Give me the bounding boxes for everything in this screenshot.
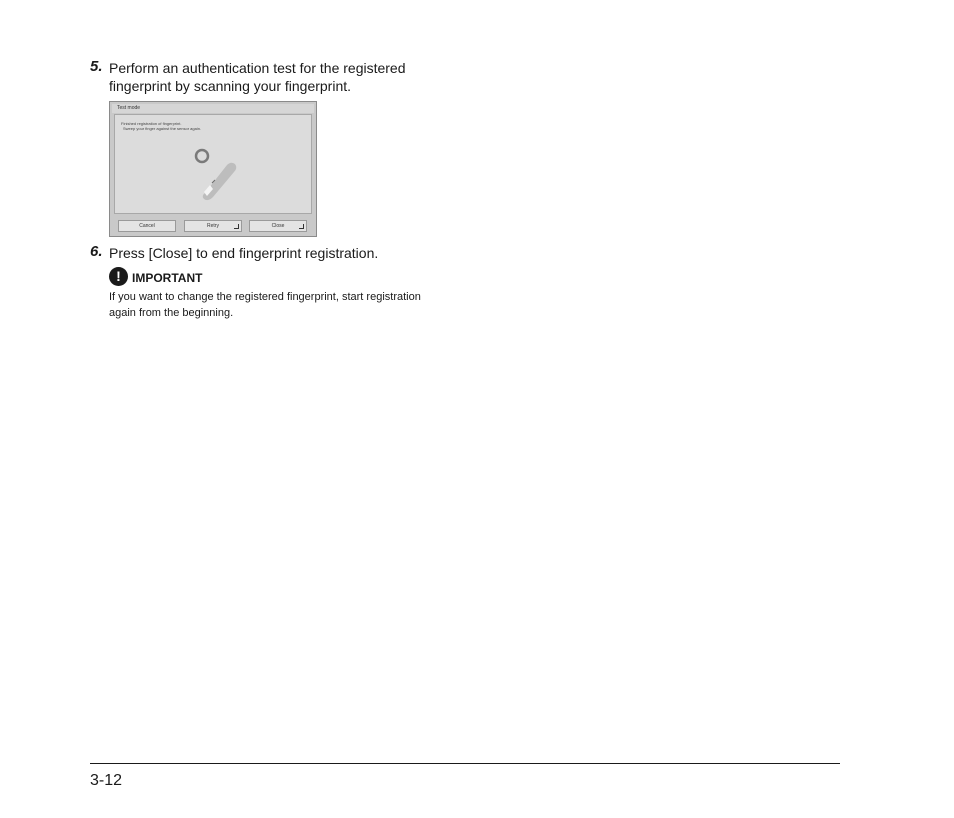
step-5-line-2: fingerprint by scanning your fingerprint. <box>109 78 352 94</box>
screenshot-close-label: Close <box>271 223 285 229</box>
important-line-1: If you want to change the registered fingerprint, start registration <box>109 291 421 303</box>
screenshot-message-line-2: Sweep your finger against the sensor again. <box>123 126 202 131</box>
finger-scan-icon <box>191 145 241 203</box>
step-6-text: Press [Close] to end fingerprint registration. <box>109 245 379 261</box>
step-5-text <box>109 59 406 95</box>
screenshot-panel <box>114 114 312 214</box>
page-number: 3-12 <box>90 772 123 789</box>
enter-icon <box>299 224 304 229</box>
screenshot-title: Test mode <box>117 105 141 111</box>
enter-icon <box>234 224 239 229</box>
step-6-number: 6. <box>90 243 103 260</box>
step-5-line-1: Perform an authentication test for the registered <box>109 60 406 76</box>
test-mode-screenshot <box>109 101 317 237</box>
screenshot-retry-label: Retry <box>207 223 219 229</box>
important-line-2: again from the beginning. <box>109 307 234 319</box>
important-label: IMPORTANT <box>132 271 203 285</box>
screenshot-message-line-1: Finished registration of fingerprint. <box>121 121 182 126</box>
important-text <box>109 289 454 321</box>
screenshot-message <box>121 121 201 131</box>
step-5-number: 5. <box>90 58 103 75</box>
exclamation-icon: ! <box>109 267 128 286</box>
screenshot-cancel-button[interactable]: Cancel <box>118 220 176 232</box>
footer-divider <box>90 763 840 764</box>
screenshot-close-button[interactable] <box>249 220 307 232</box>
screenshot-retry-button[interactable] <box>184 220 242 232</box>
screenshot-titlebar <box>112 104 314 113</box>
